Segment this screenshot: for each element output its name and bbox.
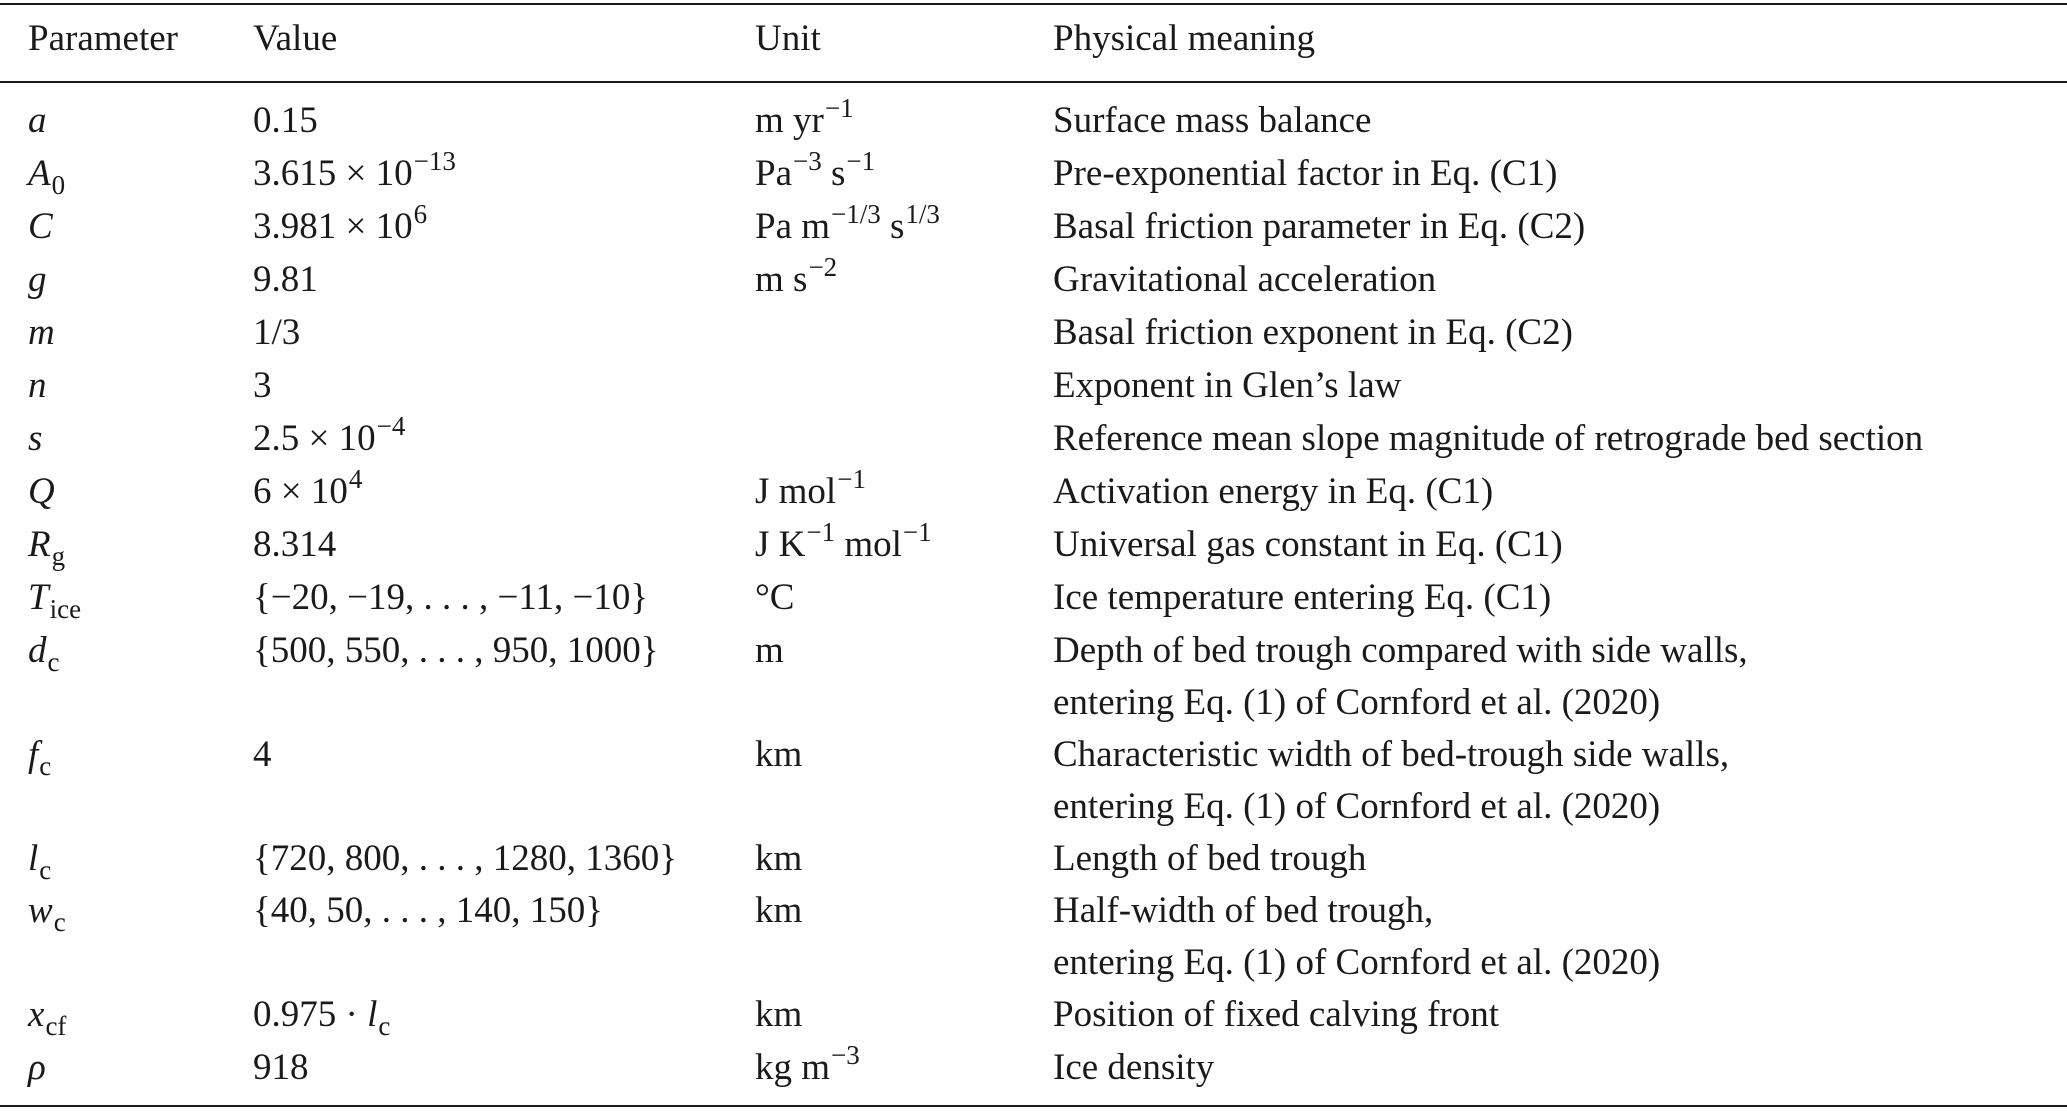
table-bottom-rule <box>0 1105 2067 1107</box>
param-meaning: Surface mass balance <box>1053 100 1372 141</box>
param-symbol: $w_c$ <box>28 890 66 937</box>
table-row <box>0 572 2067 624</box>
table-row <box>0 201 2067 253</box>
param-meaning-continued: entering Eq. (1) of Cornford et al. (2020) <box>1053 682 1661 723</box>
param-value: $3.981 \times 10^6$ <box>253 199 428 247</box>
table-row <box>0 729 2067 781</box>
table-row <box>0 989 2067 1041</box>
param-meaning: Basal friction parameter in Eq. (C2) <box>1053 206 1586 247</box>
param-symbol: $R_g$ <box>28 524 66 571</box>
param-value: $6 \times 10^4$ <box>253 464 363 512</box>
table-row-continuation <box>0 677 2067 729</box>
table-row <box>0 1042 2067 1094</box>
param-meaning: Pre-exponential factor in Eq. (C1) <box>1053 153 1558 194</box>
param-meaning: Activation energy in Eq. (C1) <box>1053 471 1494 512</box>
param-symbol: Q <box>28 471 55 512</box>
param-symbol: $A_0$ <box>28 153 66 200</box>
param-meaning: Ice temperature entering Eq. (C1) <box>1053 577 1552 618</box>
table-row <box>0 360 2067 412</box>
param-meaning: Exponent in Glen’s law <box>1053 365 1402 406</box>
param-unit: kg $m^{-3}$ <box>755 1040 860 1088</box>
param-symbol: n <box>28 365 47 406</box>
param-unit: $Pa^{-3}$ $s^{-1}$ <box>755 146 876 194</box>
table-header <box>0 13 2067 65</box>
table-row-continuation <box>0 781 2067 833</box>
param-symbol: $x_{cf}$ <box>28 994 67 1041</box>
param-meaning: Characteristic width of bed-trough side walls, <box>1053 734 1730 775</box>
table-top-rule <box>0 3 2067 5</box>
param-unit: J mol$^{-1}$ <box>755 464 866 512</box>
table-row-continuation <box>0 937 2067 989</box>
param-value: {720, 800, . . . , 1280, 1360} <box>253 838 678 879</box>
param-unit: km <box>755 838 803 879</box>
param-meaning: Length of bed trough <box>1053 838 1367 879</box>
table-header-rule <box>0 81 2067 83</box>
param-unit: km <box>755 734 803 775</box>
param-value: 4 <box>253 734 272 775</box>
param-value: 1/3 <box>253 312 301 353</box>
param-symbol: $T_{ice}$ <box>28 577 82 624</box>
param-meaning: Basal friction exponent in Eq. (C2) <box>1053 312 1573 353</box>
param-symbol: $l_c$ <box>28 838 52 885</box>
param-symbol: m <box>28 312 55 353</box>
param-value: 3 <box>253 365 272 406</box>
table-row <box>0 625 2067 677</box>
param-symbol: s <box>28 418 43 459</box>
param-symbol: a <box>28 100 47 141</box>
param-meaning: Universal gas constant in Eq. (C1) <box>1053 524 1563 565</box>
param-meaning-continued: entering Eq. (1) of Cornford et al. (2020) <box>1053 942 1661 983</box>
param-unit: m <box>755 630 784 671</box>
header-meaning: Physical meaning <box>1053 18 1316 59</box>
param-meaning: Ice density <box>1053 1047 1215 1088</box>
table-row <box>0 833 2067 885</box>
header-parameter: Parameter <box>28 18 178 59</box>
param-value: {40, 50, . . . , 140, 150} <box>253 890 604 931</box>
param-value: 9.81 <box>253 259 318 300</box>
table-row <box>0 307 2067 359</box>
param-unit: Pa $m^{-1/3}$ $s^{1/3}$ <box>755 199 940 247</box>
table-row <box>0 466 2067 518</box>
param-unit: m $yr^{-1}$ <box>755 93 854 141</box>
param-meaning-continued: entering Eq. (1) of Cornford et al. (2020) <box>1053 786 1661 827</box>
header-unit: Unit <box>755 18 821 59</box>
table-row <box>0 519 2067 571</box>
param-value: $0.975 \cdot l_c$ <box>253 994 391 1041</box>
param-symbol: $d_c$ <box>28 630 60 677</box>
param-value: 0.15 <box>253 100 318 141</box>
table-row <box>0 148 2067 200</box>
param-meaning: Position of fixed calving front <box>1053 994 1499 1035</box>
param-value: 918 <box>253 1047 309 1088</box>
table-row <box>0 413 2067 465</box>
param-value: $2.5 \times 10^{-4}$ <box>253 411 406 459</box>
param-value: {500, 550, . . . , 950, 1000} <box>253 630 659 671</box>
param-symbol: C <box>28 206 53 247</box>
param-value: 8.314 <box>253 524 337 565</box>
table-row <box>0 95 2067 147</box>
param-symbol: g <box>28 259 47 300</box>
table-row <box>0 885 2067 937</box>
header-value: Value <box>253 18 338 59</box>
param-symbol: ρ <box>28 1047 46 1088</box>
param-meaning: Gravitational acceleration <box>1053 259 1437 300</box>
param-symbol: $f_c$ <box>28 734 52 781</box>
param-unit: J $K^{-1}$ mol$^{-1}$ <box>755 517 932 565</box>
param-value: {−20, −19, . . . , −11, −10} <box>253 577 649 618</box>
param-meaning: Reference mean slope magnitude of retrograde bed section <box>1053 418 1924 459</box>
param-value: $3.615 \times 10^{-13}$ <box>253 146 456 194</box>
param-unit: °C <box>755 577 795 618</box>
param-meaning: Depth of bed trough compared with side walls, <box>1053 630 1748 671</box>
param-unit: m $s^{-2}$ <box>755 252 838 300</box>
param-meaning: Half-width of bed trough, <box>1053 890 1434 931</box>
param-unit: km <box>755 994 803 1035</box>
table-row <box>0 254 2067 306</box>
param-unit: km <box>755 890 803 931</box>
